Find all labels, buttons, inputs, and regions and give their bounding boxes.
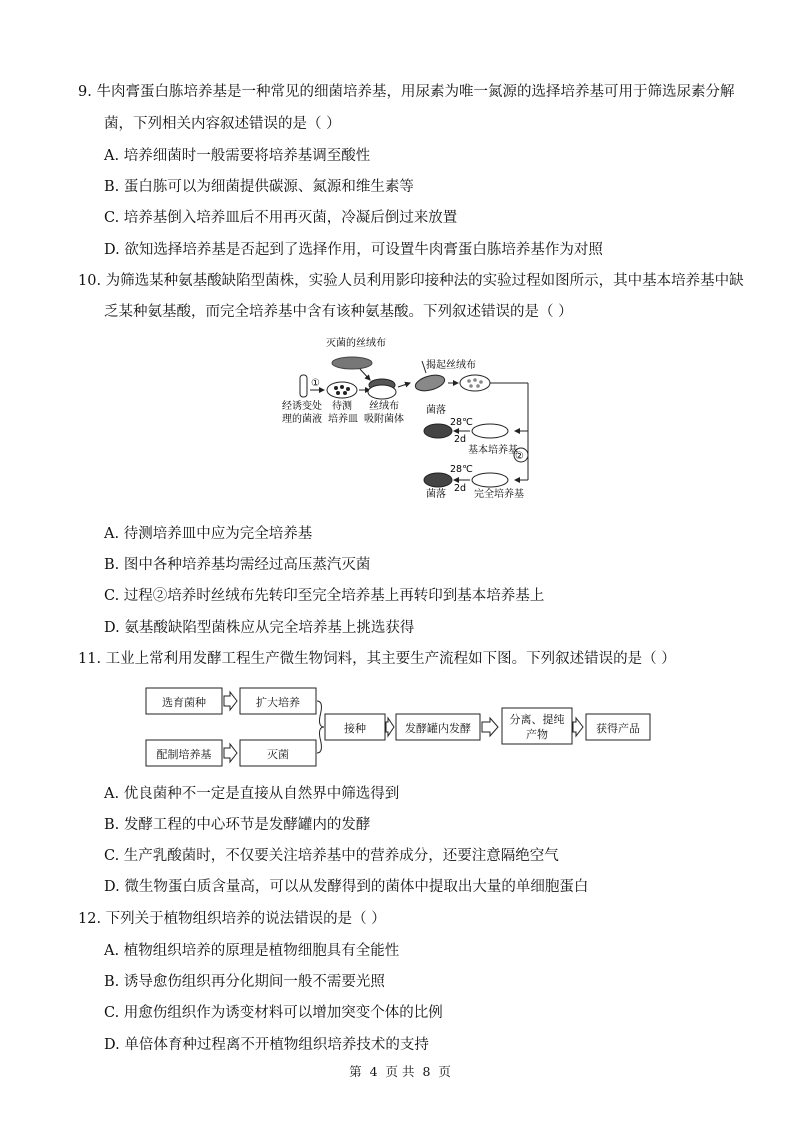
q9-stem-line1: 9. 牛肉膏蛋白胨培养基是一种常见的细菌培养基，用尿素为唯一氮源的选择培养基可用于筛选尿素分解 [78,84,735,100]
q9-option-a: A. 培养细菌时一般需要将培养基调至酸性 [104,148,371,164]
days-top-label: 2d [454,434,467,445]
test-dish-label-2: 培养皿 [328,414,358,425]
lifted-cloth [414,372,447,393]
sterilize-text: 灭菌 [267,748,289,761]
q12-stem: 12. 下列关于植物组织培养的说法错误的是（ ） [78,911,386,927]
temp-bottom-label: 28℃ [450,464,473,475]
q10-option-b: B. 图中各种培养基均需经过高压蒸汽灭菌 [104,557,371,573]
footer-page-no: 4 [369,1064,378,1079]
sterile-cloth-label: 灭菌的丝绒布 [326,338,386,349]
q12-option-c: C. 用愈伤组织作为诱变材料可以增加突变个体的比例 [104,1005,443,1021]
basic-medium-dish [472,424,508,438]
test-dish [327,382,357,398]
separate-text-2: 产物 [526,728,548,741]
lift-cloth-label: 揭起丝绒布 [426,360,476,371]
footer-page-end: 页 [438,1064,451,1079]
temp-top-label: 28℃ [450,417,473,428]
q9-option-c: C. 培养基倒入培养皿后不用再灭菌，冷凝后倒过来放置 [104,210,458,226]
test-tube [300,375,307,397]
q11-option-d: D. 微生物蛋白质含量高，可以从发酵得到的菌体中提取出大量的单细胞蛋白 [104,879,589,895]
step-1-label: ① [311,378,320,389]
q10-option-a: A. 待测培养皿中应为完全培养基 [104,526,313,542]
q12-option-a: A. 植物组织培养的原理是植物细胞具有全能性 [104,943,400,959]
fermentation-flowchart [140,680,660,780]
q11-stem: 11. 工业上常利用发酵工程生产微生物饲料，其主要生产流程如下图。下列叙述错误的是（ ） [78,651,676,667]
q12-option-d: D. 单倍体育种过程离不开植物组织培养技术的支持 [104,1037,429,1053]
footer-page-total: 8 [422,1064,431,1079]
test-dish-label-1: 待测 [332,401,352,412]
ferment-text: 发酵罐内发酵 [405,722,471,735]
colony-bottom-label: 菌落 [426,489,446,500]
q9-option-b: B. 蛋白胨可以为细菌提供碳源、氮源和维生素等 [104,179,414,195]
replica-plating-diagram [280,335,580,505]
cloth-imprint [460,375,490,391]
colony-top-label: 菌落 [426,405,446,416]
basic-result-dish [424,424,452,438]
q12-option-b: B. 诱导愈伤组织再分化期间一般不需要光照 [104,974,385,990]
separate-text-1: 分离、提纯 [509,713,565,726]
q11-option-b: B. 发酵工程的中心环节是发酵罐内的发酵 [104,817,371,833]
q9-stem-line2: 菌，下列相关内容叙述错误的是（ ） [104,116,341,132]
footer-page-mid: 页 共 [385,1064,415,1079]
step-2-label: ② [515,451,524,462]
mutagenized-label-2: 理的菌液 [282,414,322,425]
expand-culture-text: 扩大培养 [256,696,300,709]
cloth-absorb-label-2: 吸附菌体 [364,414,404,425]
cloth-absorb-label-1: 丝绒布 [369,401,399,412]
complete-medium-dish [472,473,508,487]
q11-option-a: A. 优良菌种不一定是直接从自然界中筛选得到 [104,786,400,802]
inoculate-text: 接种 [344,722,366,735]
complete-medium-label: 完全培养基 [474,489,524,500]
q10-stem-line1: 10. 为筛选某种氨基酸缺陷型菌株，实验人员利用影印接种法的实验过程如图所示，其中基本培养基中缺 [78,273,744,289]
q11-option-c: C. 生产乳酸菌时，不仅要关注培养基中的营养成分，还要注意隔绝空气 [104,848,559,864]
prepare-medium-text: 配制培养基 [156,748,212,761]
complete-result-dish [424,473,452,487]
page-footer [0,1062,800,1080]
q9-option-d: D. 欲知选择培养基是否起到了选择作用，可设置牛肉膏蛋白胨培养基作为对照 [104,242,603,258]
basic-medium-label: 基本培养基 [468,445,518,456]
sterile-cloth-disc [332,357,372,369]
days-bottom-label: 2d [454,483,467,494]
select-strain-text: 选育菌种 [162,696,206,709]
footer-page-label: 第 [349,1064,362,1079]
mutagenized-label-1: 经诱变处 [282,401,322,412]
q10-option-d: D. 氨基酸缺陷型菌株应从完全培养基上挑选获得 [104,620,415,636]
q10-stem-line2: 乏某种氨基酸，而完全培养基中含有该种氨基酸。下列叙述错误的是（ ） [104,304,573,320]
obtain-product-text: 获得产品 [596,722,640,735]
q10-option-c: C. 过程②培养时丝绒布先转印至完全培养基上再转印到基本培养基上 [104,588,545,604]
